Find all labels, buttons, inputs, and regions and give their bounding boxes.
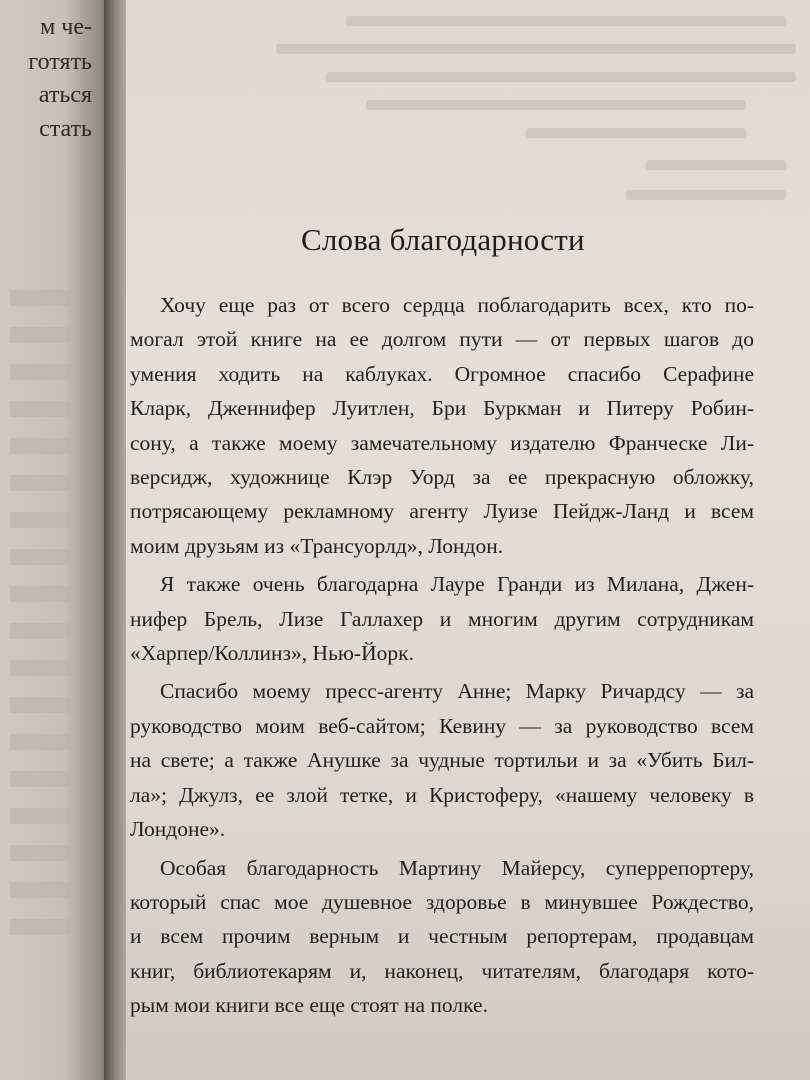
- text-line: умения ходить на каблуках. Огромное спасибо Серафине: [130, 361, 754, 386]
- text-line: который спас мое душевное здоровье в минувшее Рождество,: [130, 889, 754, 914]
- text-line: Лондоне».: [130, 817, 226, 842]
- text-line: версидж, художнице Клэр Уорд за ее прекрасную обложку,: [130, 465, 754, 490]
- paragraph: [130, 288, 754, 563]
- text-line: Хочу еще раз от всего сердца поблагодарить всех, кто по-: [160, 293, 754, 317]
- left-page: [0, 0, 118, 1080]
- text-line: Кларк, Дженнифер Луитлен, Бри Буркман и Питеру Робин-: [130, 396, 754, 421]
- text-line: и всем прочим верным и честным репортерам, продавцам: [130, 924, 754, 949]
- page-title: Слова благодарности: [301, 222, 585, 257]
- text-line: могал этой книге на ее долгом пути — от первых шагов до: [130, 327, 754, 352]
- left-page-line: аться: [38, 82, 92, 108]
- paragraph: [130, 567, 754, 670]
- text-line: руководство моим веб-сайтом; Кевину — за руководство всем: [130, 713, 754, 738]
- left-page-line: готять: [28, 49, 92, 75]
- text-line: ла»; Джулз, ее злой тетке, и Кристоферу, «нашему человеку в: [130, 782, 754, 807]
- text-line: книг, библиотекарям и, наконец, читателям, благодаря кото-: [130, 958, 754, 983]
- paragraph: [130, 851, 754, 1023]
- text-line: Особая благодарность Мартину Майерсу, суперрепортеру,: [160, 855, 754, 880]
- text-line: сону, а также моему замечательному издателю Франческе Ли-: [130, 430, 754, 455]
- left-page-line: м че-: [40, 14, 92, 40]
- text-line: рым мои книги все еще стоят на полке.: [130, 993, 488, 1018]
- faded-text-column: [10, 290, 70, 956]
- text-line: нифер Брель, Лизе Галлахер и многим другим сотрудникам: [130, 606, 754, 631]
- text-line: Спасибо моему пресс-агенту Анне; Марку Ричардсу — за: [160, 679, 754, 704]
- text-line: Я также очень благодарна Лауре Гранди из Милана, Джен-: [160, 572, 754, 597]
- paragraph: [130, 674, 754, 846]
- text-line: потрясающему рекламному агенту Луизе Пейдж-Ланд и всем: [130, 499, 754, 524]
- body-text: [130, 288, 754, 1027]
- left-page-line: стать: [39, 116, 92, 142]
- right-page: [126, 0, 810, 1080]
- text-line: моим друзьям из «Трансуорлд», Лондон.: [130, 533, 504, 558]
- text-line: на свете; а также Анушке за чудные тортильи и за «Убить Бил-: [130, 748, 754, 773]
- bleed-through-text: [126, 0, 810, 210]
- text-line: «Харпер/Коллинз», Нью-Йорк.: [130, 641, 414, 666]
